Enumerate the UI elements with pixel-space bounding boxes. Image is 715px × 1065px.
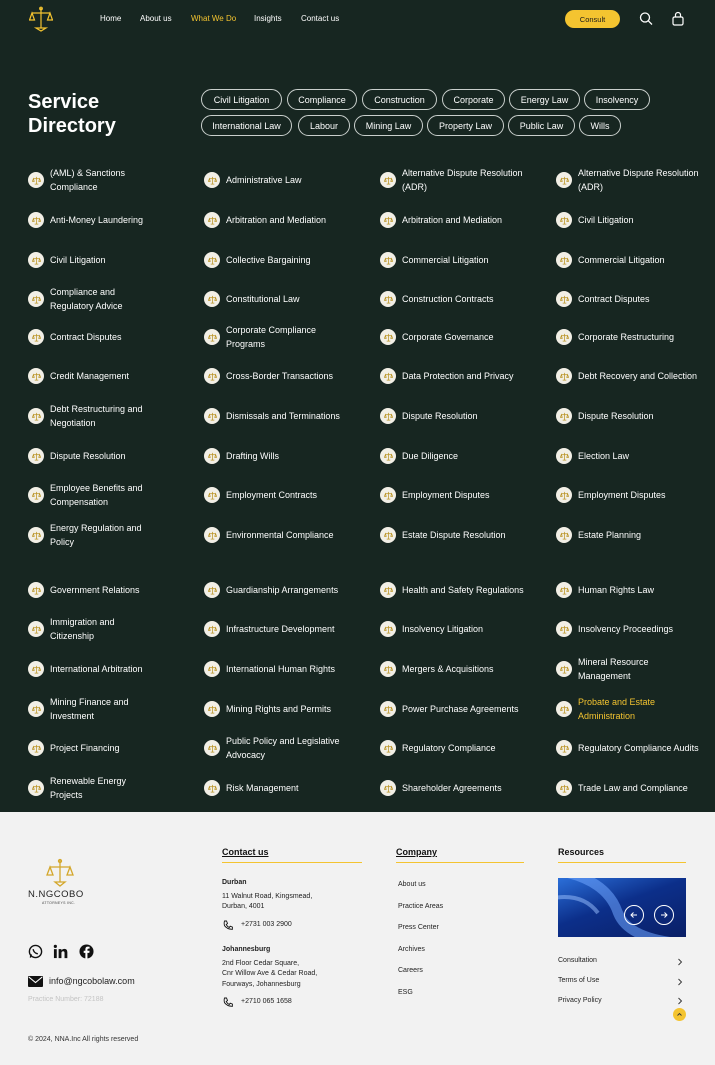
service-item[interactable] bbox=[556, 401, 715, 431]
service-label: Trade Law and Compliance bbox=[578, 782, 688, 793]
scales-icon bbox=[28, 408, 44, 424]
service-item[interactable] bbox=[556, 694, 715, 724]
scales-icon bbox=[28, 740, 44, 756]
service-label: Data Protection and Privacy bbox=[402, 370, 514, 381]
service-label: Credit Management bbox=[50, 370, 130, 381]
footer-brand-name: N.NGCOBO bbox=[28, 889, 84, 900]
service-item[interactable] bbox=[204, 480, 369, 510]
service-item[interactable] bbox=[380, 245, 545, 275]
scales-icon bbox=[204, 408, 220, 424]
title-line-2: Directory bbox=[28, 115, 116, 137]
service-label: Power Purchase Agreements bbox=[402, 703, 519, 714]
service-item[interactable] bbox=[204, 654, 369, 684]
jhb-label: Johannesburg bbox=[222, 946, 271, 953]
filter-chip[interactable]: Construction bbox=[362, 89, 437, 110]
filter-chip[interactable]: Insolvency bbox=[584, 89, 650, 110]
scales-icon bbox=[28, 701, 44, 717]
scales-icon bbox=[204, 368, 220, 384]
service-item[interactable] bbox=[204, 284, 369, 314]
service-item[interactable] bbox=[28, 401, 193, 431]
service-label: Energy Regulation and Policy bbox=[50, 522, 142, 547]
service-label: Insolvency Proceedings bbox=[578, 623, 674, 634]
service-item[interactable] bbox=[204, 733, 369, 763]
durban-phone[interactable]: +2731 003 2900 bbox=[241, 921, 292, 928]
scales-icon bbox=[556, 661, 572, 677]
service-label: Due Diligence bbox=[402, 450, 459, 461]
service-label: Corporate Governance bbox=[402, 331, 494, 342]
company-underline bbox=[396, 862, 524, 863]
service-item[interactable] bbox=[556, 361, 715, 391]
service-label: Constitutional Law bbox=[226, 293, 300, 304]
service-item[interactable] bbox=[28, 773, 193, 803]
scales-icon bbox=[380, 212, 396, 228]
service-item[interactable] bbox=[204, 401, 369, 431]
scroll-to-top-button[interactable] bbox=[673, 1008, 686, 1021]
service-label: Cross-Border Transactions bbox=[226, 370, 334, 381]
durban-label: Durban bbox=[222, 879, 247, 886]
service-label: Infrastructure Development bbox=[226, 623, 335, 634]
service-item[interactable] bbox=[380, 205, 545, 235]
service-item[interactable] bbox=[28, 322, 193, 352]
service-label: Alternative Dispute Resolution (ADR) bbox=[402, 167, 523, 192]
service-item[interactable] bbox=[556, 575, 715, 605]
service-item[interactable] bbox=[380, 575, 545, 605]
nav-insights[interactable]: Insights bbox=[254, 14, 282, 23]
scales-icon bbox=[204, 291, 220, 307]
service-item[interactable] bbox=[204, 441, 369, 471]
company-link-careers[interactable]: Careers bbox=[398, 967, 423, 974]
resource-link-privacy[interactable]: Privacy Policy bbox=[558, 997, 602, 1004]
service-label: Construction Contracts bbox=[402, 293, 494, 304]
jhb-address-1: 2nd Floor Cedar Square, bbox=[222, 960, 300, 967]
resource-link-consultation[interactable]: Consultation bbox=[558, 957, 597, 964]
mail-icon bbox=[28, 976, 43, 987]
service-label: Probate and Estate Administration bbox=[578, 696, 656, 721]
service-label: Estate Dispute Resolution bbox=[402, 529, 506, 540]
consult-button[interactable]: Consult bbox=[565, 10, 620, 28]
scales-icon bbox=[556, 172, 572, 188]
service-label: Arbitration and Mediation bbox=[226, 214, 327, 225]
service-item[interactable] bbox=[556, 773, 715, 803]
scales-icon bbox=[380, 701, 396, 717]
scales-icon bbox=[556, 329, 572, 345]
service-label: Election Law bbox=[578, 450, 630, 461]
scales-icon bbox=[28, 621, 44, 637]
service-item[interactable] bbox=[380, 733, 545, 763]
service-label: Guardianship Arrangements bbox=[226, 584, 339, 595]
footer-brand-sub: ATTORNEYS INC. bbox=[42, 901, 76, 905]
scales-icon bbox=[28, 368, 44, 384]
service-label: Shareholder Agreements bbox=[402, 782, 502, 793]
service-item[interactable] bbox=[380, 480, 545, 510]
practice-number: Practice Number: 72188 bbox=[28, 996, 104, 1003]
scales-icon bbox=[28, 582, 44, 598]
scales-icon bbox=[380, 329, 396, 345]
contact-heading: Contact us bbox=[222, 847, 269, 857]
service-label: Compliance and Regulatory Advice bbox=[50, 286, 123, 311]
service-item[interactable] bbox=[204, 575, 369, 605]
service-label: Human Rights Law bbox=[578, 584, 655, 595]
scales-icon bbox=[204, 780, 220, 796]
filter-chip[interactable]: Compliance bbox=[287, 89, 357, 110]
service-item[interactable] bbox=[556, 480, 715, 510]
scales-icon bbox=[380, 661, 396, 677]
resources-heading: Resources bbox=[558, 847, 605, 857]
service-label: Arbitration and Mediation bbox=[402, 214, 503, 225]
service-item[interactable] bbox=[556, 284, 715, 314]
scales-icon bbox=[204, 621, 220, 637]
service-item[interactable] bbox=[28, 361, 193, 391]
filter-chip[interactable]: Energy Law bbox=[509, 89, 580, 110]
service-item[interactable] bbox=[380, 284, 545, 314]
service-item[interactable] bbox=[556, 205, 715, 235]
scales-icon bbox=[28, 212, 44, 228]
service-label: Health and Safety Regulations bbox=[402, 584, 524, 595]
scales-icon bbox=[556, 448, 572, 464]
service-label: Regulatory Compliance bbox=[402, 742, 496, 753]
service-item[interactable] bbox=[28, 733, 193, 763]
filter-chip[interactable]: Labour bbox=[298, 115, 350, 136]
lock-icon[interactable] bbox=[671, 11, 685, 26]
scales-icon bbox=[380, 780, 396, 796]
scales-icon bbox=[380, 252, 396, 268]
scales-icon bbox=[556, 621, 572, 637]
contact-underline bbox=[222, 862, 362, 863]
scales-icon bbox=[556, 291, 572, 307]
service-item[interactable] bbox=[28, 205, 193, 235]
scales-icon bbox=[556, 487, 572, 503]
scales-icon bbox=[556, 780, 572, 796]
service-label: Contract Disputes bbox=[578, 293, 650, 304]
filter-chip[interactable]: Mining Law bbox=[354, 115, 423, 136]
scales-icon bbox=[380, 172, 396, 188]
service-item[interactable] bbox=[204, 245, 369, 275]
service-item[interactable] bbox=[204, 322, 369, 352]
filter-chip[interactable]: Corporate bbox=[442, 89, 505, 110]
service-item[interactable] bbox=[556, 733, 715, 763]
scales-icon bbox=[380, 408, 396, 424]
service-item[interactable] bbox=[204, 520, 369, 550]
copyright: © 2024, NNA.Inc All rights reserved bbox=[28, 1036, 139, 1043]
service-item[interactable] bbox=[556, 520, 715, 550]
service-label: Alternative Dispute Resolution (ADR) bbox=[578, 167, 699, 192]
service-item[interactable] bbox=[556, 245, 715, 275]
search-icon[interactable] bbox=[639, 11, 653, 26]
scales-icon bbox=[380, 291, 396, 307]
service-item[interactable] bbox=[380, 773, 545, 803]
service-label: Dispute Resolution bbox=[578, 410, 654, 421]
scales-icon bbox=[28, 252, 44, 268]
service-label: Mining Rights and Permits bbox=[226, 703, 332, 714]
scales-icon bbox=[204, 527, 220, 543]
service-item[interactable] bbox=[380, 654, 545, 684]
scales-icon bbox=[204, 329, 220, 345]
company-link-press-center[interactable]: Press Center bbox=[398, 924, 439, 931]
scales-icon bbox=[204, 172, 220, 188]
service-item[interactable] bbox=[28, 575, 193, 605]
service-item[interactable] bbox=[380, 614, 545, 644]
company-heading: Company bbox=[396, 847, 438, 857]
service-label: Renewable Energy Projects bbox=[50, 775, 127, 800]
scales-icon bbox=[204, 582, 220, 598]
company-link-esg[interactable]: ESG bbox=[398, 989, 413, 996]
scales-icon bbox=[556, 740, 572, 756]
service-label: Debt Recovery and Collection bbox=[578, 370, 698, 381]
service-item[interactable] bbox=[204, 773, 369, 803]
scales-icon bbox=[28, 448, 44, 464]
scales-icon bbox=[204, 661, 220, 677]
service-label: International Arbitration bbox=[50, 663, 143, 674]
service-label: Insolvency Litigation bbox=[402, 623, 484, 634]
scales-icon bbox=[556, 368, 572, 384]
service-item[interactable] bbox=[28, 441, 193, 471]
service-label: Mergers & Acquisitions bbox=[402, 663, 494, 674]
service-item[interactable] bbox=[556, 614, 715, 644]
scales-icon bbox=[204, 701, 220, 717]
company-link-practice-areas[interactable]: Practice Areas bbox=[398, 903, 444, 910]
service-item[interactable] bbox=[204, 614, 369, 644]
service-item[interactable] bbox=[380, 441, 545, 471]
service-item[interactable] bbox=[380, 401, 545, 431]
service-label: Dispute Resolution bbox=[402, 410, 478, 421]
footer-email-link[interactable]: info@ngcobolaw.com bbox=[49, 976, 135, 986]
filter-chip[interactable]: Wills bbox=[579, 115, 621, 136]
service-item[interactable] bbox=[556, 322, 715, 352]
service-item[interactable] bbox=[380, 694, 545, 724]
service-label: Regulatory Compliance Audits bbox=[578, 742, 699, 753]
service-item[interactable] bbox=[556, 165, 715, 195]
jhb-address-2: Cnr Willow Ave & Cedar Road, bbox=[222, 970, 318, 977]
service-label: Risk Management bbox=[226, 782, 299, 793]
resource-link-terms[interactable]: Terms of Use bbox=[558, 977, 600, 984]
service-item[interactable] bbox=[28, 614, 193, 644]
chevron-up-icon bbox=[676, 1011, 683, 1018]
filter-chip[interactable]: International Law bbox=[201, 115, 292, 136]
service-item[interactable] bbox=[380, 361, 545, 391]
service-item[interactable] bbox=[28, 165, 193, 195]
scales-icon bbox=[380, 740, 396, 756]
service-item[interactable] bbox=[204, 694, 369, 724]
service-label: Dispute Resolution bbox=[50, 450, 126, 461]
scales-icon bbox=[28, 661, 44, 677]
scales-icon bbox=[556, 252, 572, 268]
service-label: Project Financing bbox=[50, 742, 120, 753]
service-label: (AML) & Sanctions Compliance bbox=[50, 167, 126, 192]
phone-icon bbox=[223, 997, 233, 1007]
service-label: Civil Litigation bbox=[578, 214, 634, 225]
service-label: Government Relations bbox=[50, 584, 140, 595]
service-label: Mining Finance and Investment bbox=[50, 696, 129, 721]
durban-address-1: 11 Walnut Road, Kingsmead, bbox=[222, 893, 313, 900]
scales-icon bbox=[380, 368, 396, 384]
scales-icon bbox=[556, 212, 572, 228]
carousel-next-button[interactable] bbox=[654, 905, 674, 925]
scales-icon bbox=[204, 212, 220, 228]
scales-icon bbox=[28, 487, 44, 503]
service-item[interactable] bbox=[28, 245, 193, 275]
service-label: Anti-Money Laundering bbox=[50, 214, 144, 225]
jhb-address-3: Fourways, Johannesburg bbox=[222, 981, 301, 988]
service-label: Employment Contracts bbox=[226, 489, 318, 500]
service-label: International Human Rights bbox=[226, 663, 336, 674]
footer bbox=[0, 812, 715, 1065]
phone-icon bbox=[223, 920, 233, 930]
scales-icon bbox=[28, 780, 44, 796]
service-label: Debt Restructuring and Negotiation bbox=[50, 403, 143, 428]
scales-icon bbox=[380, 448, 396, 464]
scales-icon bbox=[556, 582, 572, 598]
chevron-right-icon[interactable] bbox=[676, 997, 684, 1005]
service-item[interactable] bbox=[28, 654, 193, 684]
scales-icon bbox=[28, 527, 44, 543]
scales-logo-icon[interactable] bbox=[29, 6, 53, 32]
service-item[interactable] bbox=[380, 165, 545, 195]
nav-contact[interactable]: Contact us bbox=[301, 14, 340, 23]
jhb-phone[interactable]: +2710 065 1658 bbox=[241, 998, 292, 1005]
nav-about[interactable]: About us bbox=[140, 14, 172, 23]
chevron-right-icon[interactable] bbox=[676, 978, 684, 986]
scales-icon bbox=[28, 329, 44, 345]
service-label: Commercial Litigation bbox=[402, 254, 489, 265]
scales-icon bbox=[204, 487, 220, 503]
scales-icon bbox=[380, 582, 396, 598]
service-label: Employee Benefits and Compensation bbox=[50, 482, 143, 507]
filter-chip[interactable]: Property Law bbox=[427, 115, 504, 136]
service-label: Contract Disputes bbox=[50, 331, 122, 342]
service-label: Drafting Wills bbox=[226, 450, 280, 461]
resources-underline bbox=[558, 862, 686, 863]
service-label: Civil Litigation bbox=[50, 254, 106, 265]
scales-icon bbox=[28, 172, 44, 188]
service-label: Immigration and Citizenship bbox=[50, 616, 115, 641]
service-item[interactable] bbox=[556, 441, 715, 471]
whatsapp-icon[interactable] bbox=[28, 944, 43, 959]
service-label: Corporate Restructuring bbox=[578, 331, 675, 342]
service-label: Estate Planning bbox=[578, 529, 642, 540]
carousel-prev-button[interactable] bbox=[624, 905, 644, 925]
service-item[interactable] bbox=[28, 520, 193, 550]
facebook-icon[interactable] bbox=[79, 944, 94, 959]
service-label: Dismissals and Terminations bbox=[226, 410, 340, 421]
scales-icon bbox=[28, 291, 44, 307]
scales-icon bbox=[204, 740, 220, 756]
service-label: Environmental Compliance bbox=[226, 529, 334, 540]
linkedin-icon[interactable] bbox=[53, 944, 68, 959]
service-item[interactable] bbox=[556, 654, 715, 684]
company-link-archives[interactable]: Archives bbox=[398, 946, 425, 953]
service-label: Employment Disputes bbox=[402, 489, 490, 500]
scales-icon bbox=[556, 408, 572, 424]
service-item[interactable] bbox=[380, 322, 545, 352]
service-item[interactable] bbox=[28, 284, 193, 314]
service-item[interactable] bbox=[204, 205, 369, 235]
scales-icon bbox=[380, 487, 396, 503]
arrow-left-icon bbox=[629, 910, 639, 920]
scales-icon bbox=[204, 252, 220, 268]
service-item[interactable] bbox=[204, 165, 369, 195]
chevron-right-icon[interactable] bbox=[676, 958, 684, 966]
scales-icon bbox=[556, 701, 572, 717]
service-item[interactable] bbox=[204, 361, 369, 391]
title-line-1: Service bbox=[28, 91, 100, 113]
nav-what-we-do[interactable]: What We Do bbox=[191, 14, 237, 23]
scales-icon bbox=[204, 448, 220, 464]
service-label: Employment Disputes bbox=[578, 489, 666, 500]
scales-icon bbox=[380, 527, 396, 543]
service-label: Commercial Litigation bbox=[578, 254, 665, 265]
service-item[interactable] bbox=[28, 694, 193, 724]
service-label: Mineral Resource Management bbox=[578, 656, 649, 681]
arrow-right-icon bbox=[659, 910, 669, 920]
service-label: Public Policy and Legislative Advocacy bbox=[226, 735, 340, 760]
filter-chip[interactable]: Civil Litigation bbox=[201, 89, 282, 110]
service-label: Corporate Compliance Programs bbox=[226, 324, 317, 349]
service-label: Collective Bargaining bbox=[226, 254, 311, 265]
durban-address-2: Durban, 4001 bbox=[222, 903, 265, 910]
page-title bbox=[28, 90, 116, 138]
filter-chip[interactable]: Public Law bbox=[508, 115, 575, 136]
service-item[interactable] bbox=[28, 480, 193, 510]
service-item[interactable] bbox=[380, 520, 545, 550]
scales-icon bbox=[556, 527, 572, 543]
company-link-about[interactable]: About us bbox=[398, 881, 426, 888]
service-label: Administrative Law bbox=[226, 174, 302, 185]
nav-home[interactable]: Home bbox=[100, 14, 122, 23]
scales-icon bbox=[380, 621, 396, 637]
